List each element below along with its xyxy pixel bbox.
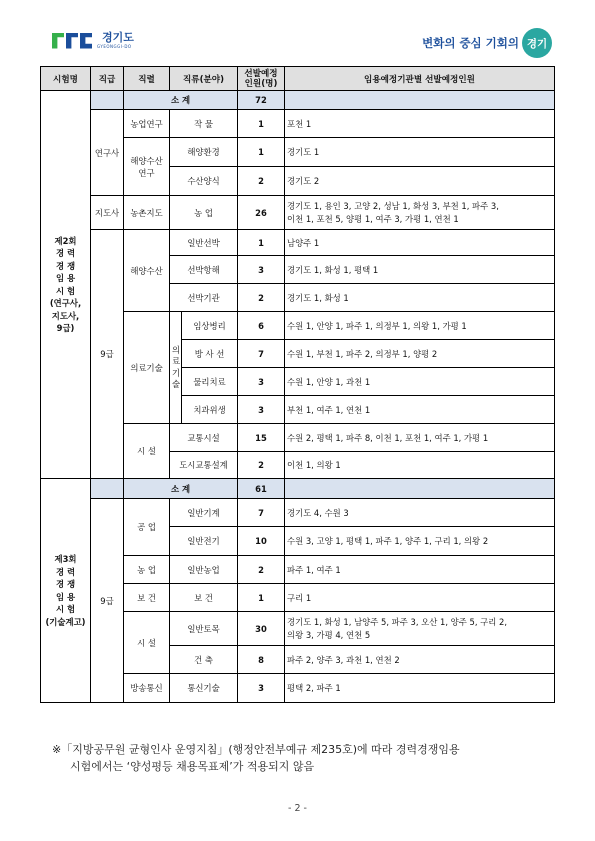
- exam3-name: 제3회 경 력 경 쟁 임 용 시 험 (기술계고): [41, 479, 91, 703]
- series-cell: 해양수산 연구: [124, 138, 170, 196]
- allocation-cell: 평택 2, 파주 1: [285, 674, 555, 703]
- count-cell: 8: [238, 646, 285, 674]
- field-cell: 일반농업: [170, 556, 238, 584]
- logo-subtext: GYEONGGI-DO: [97, 44, 132, 49]
- grade-cell: 연구사: [91, 110, 124, 196]
- logo-mark-icon: [52, 33, 92, 49]
- series-cell: 보 건: [124, 584, 170, 612]
- field-cell: 일반선박: [170, 230, 238, 256]
- count-cell: 7: [238, 499, 285, 527]
- allocation-cell: 경기도 1, 화성 1: [285, 284, 555, 312]
- subtotal-label: 소 계: [124, 91, 238, 110]
- allocation-cell: 부천 1, 여주 1, 연천 1: [285, 396, 555, 424]
- allocation-cell: 경기도 1, 화성 1, 평택 1: [285, 256, 555, 284]
- subtotal-row: [41, 479, 555, 499]
- count-cell: 3: [238, 256, 285, 284]
- allocation-cell: 경기도 1: [285, 138, 555, 167]
- field-cell: 수산양식: [170, 167, 238, 196]
- footnote: [52, 741, 557, 775]
- page-number: - 2 -: [288, 803, 307, 814]
- field-cell: 일반전기: [170, 527, 238, 556]
- allocation-cell: 수원 1, 안양 1, 파주 1, 의정부 1, 의왕 1, 가평 1: [285, 312, 555, 340]
- subseries-cell: 의 료 기 술: [170, 312, 182, 424]
- allocation-cell: 경기도 1, 화성 1, 남양주 5, 파주 3, 오산 1, 양주 5, 구리 2, 의왕 3, 가평 4, 연천 5: [285, 612, 555, 646]
- footnote-line-2: 시험에서는 ‘양성평등 채용목표제’가 적용되지 않음: [70, 760, 315, 773]
- series-cell: 농 업: [124, 556, 170, 584]
- allocation-cell: 경기도 4, 수원 3: [285, 499, 555, 527]
- allocation-cell: 포천 1: [285, 110, 555, 138]
- series-cell: 농업연구: [124, 110, 170, 138]
- count-cell: 15: [238, 424, 285, 452]
- field-cell: 방 사 선: [182, 340, 238, 368]
- slogan-text: 변화의 중심 기회의: [422, 36, 519, 50]
- subtotal-value: 72: [238, 91, 285, 110]
- series-cell: 공 업: [124, 499, 170, 556]
- header-row: [41, 67, 555, 91]
- col-header-grade: 직급: [91, 67, 124, 91]
- table-row: [41, 110, 555, 138]
- count-cell: 30: [238, 612, 285, 646]
- recruitment-table: [40, 66, 555, 703]
- field-cell: 선박기관: [170, 284, 238, 312]
- count-cell: 3: [238, 674, 285, 703]
- allocation-cell: 구리 1: [285, 584, 555, 612]
- count-cell: 26: [238, 196, 285, 230]
- col-header-series: 직렬: [124, 67, 170, 91]
- allocation-cell: 수원 1, 부천 1, 파주 2, 의정부 1, 양평 2: [285, 340, 555, 368]
- field-cell: 도시교통설계: [170, 452, 238, 479]
- field-cell: 보 건: [170, 584, 238, 612]
- col-header-count: 선발예정 인원(명): [238, 67, 285, 91]
- allocation-cell: 수원 2, 평택 1, 파주 8, 이천 1, 포천 1, 여주 1, 가평 1: [285, 424, 555, 452]
- field-cell: 물리치료: [182, 368, 238, 396]
- count-cell: 3: [238, 396, 285, 424]
- slogan-badge: 경기: [522, 28, 552, 58]
- field-cell: 작 물: [170, 110, 238, 138]
- field-cell: 일반기계: [170, 499, 238, 527]
- subtotal-row: [41, 91, 555, 110]
- footnote-line-1: ※「지방공무원 균형인사 운영지침」(행정안전부예규 제235호)에 따라 경력경쟁임용: [52, 743, 460, 756]
- field-cell: 일반토목: [170, 612, 238, 646]
- series-cell: 해양수산: [124, 230, 170, 312]
- series-cell: 시 설: [124, 424, 170, 479]
- allocation-cell: 경기도 2: [285, 167, 555, 196]
- count-cell: 10: [238, 527, 285, 556]
- count-cell: 2: [238, 284, 285, 312]
- logo-text: 경기도: [102, 31, 134, 44]
- table-row: [41, 230, 555, 256]
- count-cell: 1: [238, 230, 285, 256]
- allocation-cell: 파주 1, 여주 1: [285, 556, 555, 584]
- count-cell: 1: [238, 138, 285, 167]
- col-header-allocation: 임용예정기관별 선발예정인원: [285, 67, 555, 91]
- field-cell: 통신기술: [170, 674, 238, 703]
- series-cell: 시 설: [124, 612, 170, 674]
- allocation-cell: 남양주 1: [285, 230, 555, 256]
- count-cell: 2: [238, 452, 285, 479]
- field-cell: 선박항해: [170, 256, 238, 284]
- grade-cell: 9급: [91, 230, 124, 479]
- exam2-name: 제2회 경 력 경 쟁 임 용 시 험 (연구사, 지도사, 9급): [41, 91, 91, 479]
- field-cell: 교통시설: [170, 424, 238, 452]
- col-header-field: 직류(분야): [170, 67, 238, 91]
- count-cell: 6: [238, 312, 285, 340]
- field-cell: 해양환경: [170, 138, 238, 167]
- subtotal-label: 소 계: [124, 479, 238, 499]
- slogan: [422, 28, 552, 58]
- allocation-cell: 수원 3, 고양 1, 평택 1, 파주 1, 양주 1, 구리 1, 의왕 2: [285, 527, 555, 556]
- count-cell: 3: [238, 368, 285, 396]
- series-cell: 방송통신: [124, 674, 170, 703]
- count-cell: 7: [238, 340, 285, 368]
- subtotal-value: 61: [238, 479, 285, 499]
- count-cell: 2: [238, 167, 285, 196]
- page-header: [52, 28, 552, 62]
- col-header-exam: 시험명: [41, 67, 91, 91]
- count-cell: 1: [238, 584, 285, 612]
- field-cell: 건 축: [170, 646, 238, 674]
- table-row: [41, 499, 555, 527]
- series-cell: 농촌지도: [124, 196, 170, 230]
- allocation-cell: 수원 1, 안양 1, 과천 1: [285, 368, 555, 396]
- allocation-cell: 경기도 1, 용인 3, 고양 2, 성남 1, 화성 3, 부천 1, 파주 3, 이천 1, 포천 5, 양평 1, 여주 3, 가평 1, 연천 1: [285, 196, 555, 230]
- field-cell: 치과위생: [182, 396, 238, 424]
- series-cell: 의료기술: [124, 312, 170, 424]
- field-cell: 농 업: [170, 196, 238, 230]
- allocation-cell: 이천 1, 의왕 1: [285, 452, 555, 479]
- count-cell: 1: [238, 110, 285, 138]
- table-row: [41, 196, 555, 230]
- field-cell: 임상병리: [182, 312, 238, 340]
- grade-cell: 지도사: [91, 196, 124, 230]
- gyeonggi-logo: [52, 32, 134, 49]
- grade-cell: 9급: [91, 499, 124, 703]
- allocation-cell: 파주 2, 양주 3, 과천 1, 연천 2: [285, 646, 555, 674]
- count-cell: 2: [238, 556, 285, 584]
